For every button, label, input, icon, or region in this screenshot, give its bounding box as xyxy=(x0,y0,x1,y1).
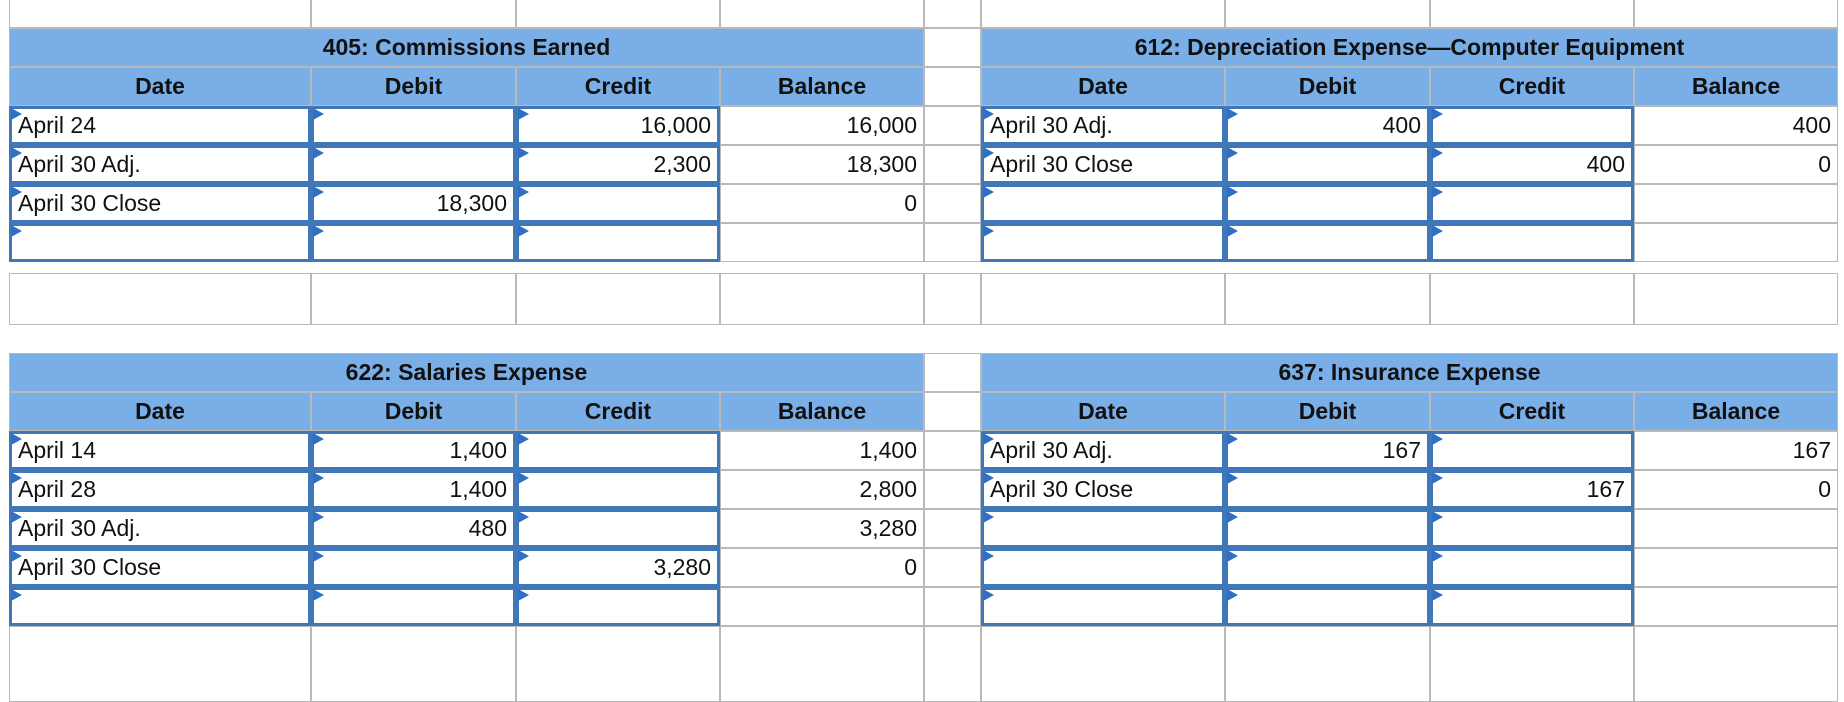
input-indicator-icon xyxy=(313,147,324,159)
input-indicator-icon xyxy=(313,511,324,523)
credit-input[interactable] xyxy=(1430,223,1634,262)
input-indicator-icon xyxy=(1432,589,1443,601)
input-indicator-icon xyxy=(11,550,22,562)
ledger-title: 405: Commissions Earned xyxy=(9,28,924,67)
debit-input[interactable] xyxy=(1225,509,1430,548)
input-indicator-icon xyxy=(1227,472,1238,484)
input-indicator-icon xyxy=(11,433,22,445)
input-indicator-icon xyxy=(1432,511,1443,523)
column-header-debit: Debit xyxy=(1225,67,1430,106)
grid-cell xyxy=(1225,0,1430,28)
input-indicator-icon xyxy=(1227,108,1238,120)
grid-cell xyxy=(720,273,924,325)
credit-input[interactable] xyxy=(1430,587,1634,626)
grid-cell xyxy=(1430,0,1634,28)
grid-cell xyxy=(981,0,1225,28)
grid-cell xyxy=(720,0,924,28)
input-indicator-icon xyxy=(983,511,994,523)
credit-input[interactable] xyxy=(516,431,720,470)
date-input[interactable] xyxy=(9,223,311,262)
balance-cell xyxy=(1634,587,1838,626)
debit-input[interactable]: 1,400 xyxy=(311,470,516,509)
input-indicator-icon xyxy=(518,147,529,159)
grid-cell xyxy=(924,106,981,145)
grid-cell xyxy=(1430,626,1634,702)
grid-cell xyxy=(924,353,981,392)
input-indicator-icon xyxy=(518,472,529,484)
balance-cell: 0 xyxy=(1634,470,1838,509)
balance-cell: 3,280 xyxy=(720,509,924,548)
grid-cell xyxy=(516,0,720,28)
grid-cell xyxy=(1225,273,1430,325)
column-header-balance: Balance xyxy=(720,67,924,106)
input-indicator-icon xyxy=(1227,433,1238,445)
credit-input[interactable] xyxy=(516,184,720,223)
grid-cell xyxy=(9,626,311,702)
input-indicator-icon xyxy=(983,186,994,198)
grid-cell xyxy=(924,470,981,509)
date-input[interactable]: April 30 Close xyxy=(981,145,1225,184)
column-header-date: Date xyxy=(9,392,311,431)
balance-cell xyxy=(1634,184,1838,223)
input-indicator-icon xyxy=(1432,147,1443,159)
debit-input[interactable] xyxy=(1225,548,1430,587)
debit-input[interactable] xyxy=(1225,223,1430,262)
balance-cell: 0 xyxy=(720,548,924,587)
input-indicator-icon xyxy=(1432,108,1443,120)
debit-input[interactable] xyxy=(1225,470,1430,509)
input-indicator-icon xyxy=(1227,147,1238,159)
balance-cell: 18,300 xyxy=(720,145,924,184)
grid-cell xyxy=(516,626,720,702)
grid-cell xyxy=(924,67,981,106)
debit-input[interactable]: 167 xyxy=(1225,431,1430,470)
grid-cell xyxy=(1430,273,1634,325)
credit-input[interactable] xyxy=(516,509,720,548)
grid-cell xyxy=(924,223,981,262)
balance-cell xyxy=(1634,509,1838,548)
column-header-balance: Balance xyxy=(1634,67,1838,106)
input-indicator-icon xyxy=(313,108,324,120)
input-indicator-icon xyxy=(1432,550,1443,562)
column-header-credit: Credit xyxy=(516,392,720,431)
input-indicator-icon xyxy=(1227,186,1238,198)
input-indicator-icon xyxy=(1227,511,1238,523)
input-indicator-icon xyxy=(11,225,22,237)
grid-cell xyxy=(924,184,981,223)
grid-cell xyxy=(9,273,311,325)
column-header-debit: Debit xyxy=(311,67,516,106)
grid-cell xyxy=(981,273,1225,325)
date-input[interactable]: April 30 Adj. xyxy=(9,145,311,184)
input-indicator-icon xyxy=(1227,589,1238,601)
balance-cell xyxy=(720,587,924,626)
input-indicator-icon xyxy=(983,433,994,445)
balance-cell xyxy=(720,223,924,262)
input-indicator-icon xyxy=(313,550,324,562)
column-header-balance: Balance xyxy=(1634,392,1838,431)
date-input[interactable]: April 28 xyxy=(9,470,311,509)
credit-input[interactable] xyxy=(1430,184,1634,223)
input-indicator-icon xyxy=(518,108,529,120)
date-input[interactable]: April 30 Adj. xyxy=(981,106,1225,145)
grid-cell xyxy=(924,0,981,28)
input-indicator-icon xyxy=(11,511,22,523)
grid-cell xyxy=(311,0,516,28)
debit-input[interactable] xyxy=(1225,184,1430,223)
date-input[interactable] xyxy=(9,587,311,626)
balance-cell: 167 xyxy=(1634,431,1838,470)
grid-cell xyxy=(1225,626,1430,702)
debit-input[interactable]: 400 xyxy=(1225,106,1430,145)
input-indicator-icon xyxy=(313,472,324,484)
column-header-debit: Debit xyxy=(1225,392,1430,431)
input-indicator-icon xyxy=(313,589,324,601)
credit-input[interactable] xyxy=(1430,106,1634,145)
balance-cell xyxy=(1634,223,1838,262)
grid-cell xyxy=(924,509,981,548)
debit-input[interactable] xyxy=(311,223,516,262)
grid-cell xyxy=(1634,273,1838,325)
date-input[interactable] xyxy=(981,548,1225,587)
input-indicator-icon xyxy=(11,186,22,198)
input-indicator-icon xyxy=(518,225,529,237)
grid-cell xyxy=(1634,626,1838,702)
grid-cell xyxy=(924,28,981,67)
balance-cell: 0 xyxy=(720,184,924,223)
ledger-title: 637: Insurance Expense xyxy=(981,353,1838,392)
input-indicator-icon xyxy=(313,186,324,198)
input-indicator-icon xyxy=(518,433,529,445)
debit-input[interactable]: 18,300 xyxy=(311,184,516,223)
input-indicator-icon xyxy=(1227,550,1238,562)
grid-cell xyxy=(924,273,981,325)
debit-input[interactable] xyxy=(1225,587,1430,626)
column-header-date: Date xyxy=(9,67,311,106)
date-input[interactable]: April 30 Close xyxy=(9,548,311,587)
debit-input[interactable] xyxy=(311,587,516,626)
column-header-credit: Credit xyxy=(1430,67,1634,106)
date-input[interactable]: April 24 xyxy=(9,106,311,145)
debit-input[interactable] xyxy=(311,548,516,587)
credit-input[interactable] xyxy=(516,223,720,262)
grid-cell xyxy=(924,431,981,470)
balance-cell: 400 xyxy=(1634,106,1838,145)
date-input[interactable]: April 30 Close xyxy=(9,184,311,223)
balance-cell: 2,800 xyxy=(720,470,924,509)
date-input[interactable] xyxy=(981,184,1225,223)
grid-cell xyxy=(924,548,981,587)
ledger-title: 622: Salaries Expense xyxy=(9,353,924,392)
column-header-balance: Balance xyxy=(720,392,924,431)
input-indicator-icon xyxy=(1432,225,1443,237)
input-indicator-icon xyxy=(11,472,22,484)
input-indicator-icon xyxy=(983,147,994,159)
date-input[interactable]: April 14 xyxy=(9,431,311,470)
date-input[interactable] xyxy=(981,223,1225,262)
credit-input[interactable] xyxy=(516,470,720,509)
grid-cell xyxy=(311,626,516,702)
input-indicator-icon xyxy=(313,225,324,237)
input-indicator-icon xyxy=(983,472,994,484)
input-indicator-icon xyxy=(518,511,529,523)
input-indicator-icon xyxy=(983,108,994,120)
credit-input[interactable] xyxy=(1430,431,1634,470)
column-header-date: Date xyxy=(981,67,1225,106)
column-header-date: Date xyxy=(981,392,1225,431)
grid-cell xyxy=(9,0,311,28)
grid-cell xyxy=(924,626,981,702)
input-indicator-icon xyxy=(983,225,994,237)
balance-cell: 1,400 xyxy=(720,431,924,470)
grid-cell xyxy=(924,145,981,184)
grid-cell xyxy=(720,626,924,702)
input-indicator-icon xyxy=(518,589,529,601)
column-header-debit: Debit xyxy=(311,392,516,431)
input-indicator-icon xyxy=(1432,186,1443,198)
debit-input[interactable] xyxy=(311,106,516,145)
grid-cell xyxy=(981,626,1225,702)
input-indicator-icon xyxy=(313,433,324,445)
input-indicator-icon xyxy=(1227,225,1238,237)
credit-input[interactable]: 3,280 xyxy=(516,548,720,587)
input-indicator-icon xyxy=(983,589,994,601)
grid-cell xyxy=(311,273,516,325)
credit-input[interactable] xyxy=(516,587,720,626)
date-input[interactable]: April 30 Adj. xyxy=(981,431,1225,470)
credit-input[interactable]: 16,000 xyxy=(516,106,720,145)
grid-cell xyxy=(924,587,981,626)
date-input[interactable] xyxy=(981,587,1225,626)
debit-input[interactable]: 480 xyxy=(311,509,516,548)
debit-input[interactable] xyxy=(1225,145,1430,184)
debit-input[interactable]: 1,400 xyxy=(311,431,516,470)
input-indicator-icon xyxy=(518,186,529,198)
debit-input[interactable] xyxy=(311,145,516,184)
date-input[interactable]: April 30 Adj. xyxy=(9,509,311,548)
balance-cell xyxy=(1634,548,1838,587)
column-header-credit: Credit xyxy=(516,67,720,106)
credit-input[interactable]: 2,300 xyxy=(516,145,720,184)
credit-input[interactable] xyxy=(1430,548,1634,587)
credit-input[interactable]: 400 xyxy=(1430,145,1634,184)
date-input[interactable] xyxy=(981,509,1225,548)
grid-cell xyxy=(516,273,720,325)
input-indicator-icon xyxy=(11,108,22,120)
credit-input[interactable] xyxy=(1430,509,1634,548)
input-indicator-icon xyxy=(11,147,22,159)
ledger-title: 612: Depreciation Expense—Computer Equipment xyxy=(981,28,1838,67)
input-indicator-icon xyxy=(518,550,529,562)
grid-cell xyxy=(924,392,981,431)
input-indicator-icon xyxy=(1432,433,1443,445)
date-input[interactable]: April 30 Close xyxy=(981,470,1225,509)
credit-input[interactable]: 167 xyxy=(1430,470,1634,509)
input-indicator-icon xyxy=(1432,472,1443,484)
grid-cell xyxy=(1634,0,1838,28)
balance-cell: 16,000 xyxy=(720,106,924,145)
balance-cell: 0 xyxy=(1634,145,1838,184)
column-header-credit: Credit xyxy=(1430,392,1634,431)
input-indicator-icon xyxy=(11,589,22,601)
input-indicator-icon xyxy=(983,550,994,562)
